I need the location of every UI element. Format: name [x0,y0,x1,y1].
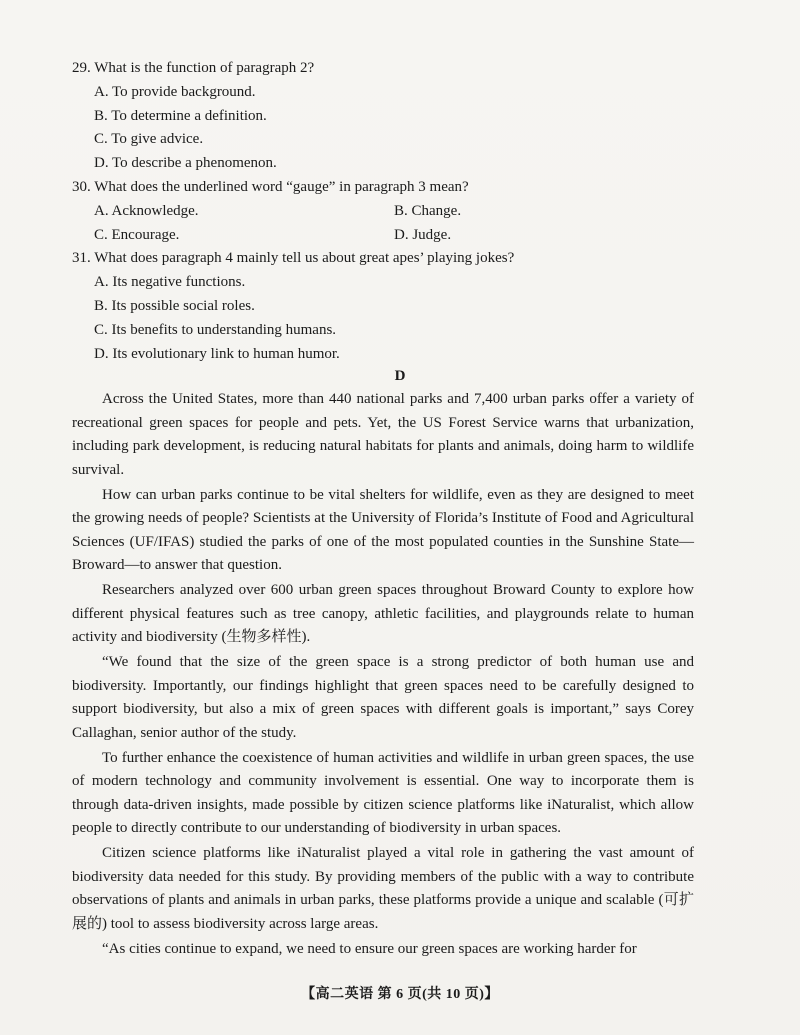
question-29-option-a: A. To provide background. [94,83,256,100]
page-footer: 【高二英语 第 6 页(共 10 页)】 [301,987,499,1002]
question-29-option-d: D. To describe a phenomenon. [94,155,277,172]
question-30-stem [72,176,712,200]
question-30-option-a: A. Acknowledge. [94,202,199,219]
question-block [72,57,712,366]
question-30-option-d: D. Judge. [394,226,452,243]
question-30-options-row-1 [72,200,712,224]
question-31-option-d: D. Its evolutionary link to human humor. [94,345,340,362]
passage-paragraph: Across the United States, more than 440 national parks and 7,400 urban parks offer a variety of recreational green spaces for people and pets. Yet, the US Forest Service warns that urbanization, including park development, is reducing natural habitats for plants and animals, doing harm to wildlife survival. [72,391,694,478]
question-30-stem-after: ” in paragraph 3 mean? [328,178,469,195]
section-title: D [394,368,406,384]
question-30-option-b: B. Change. [394,202,462,219]
passage-paragraph: Citizen science platforms like iNaturalist played a vital role in gathering the vast amount of biodiversity data needed for this study. By providing members of the public with a way to contribute observations of plants and animals in urban parks, these platforms provide a unique and scalable (可扩展的) tool to assess biodiversity across large areas. [72,845,694,932]
question-29-option-b: B. To determine a definition. [94,107,267,124]
question-31-option-a: A. Its negative functions. [94,274,246,291]
question-30-underlined-word: gauge [292,178,329,195]
reading-passage [72,388,694,963]
question-30-stem-before: 30. What does the underlined word “ [72,178,293,195]
passage-paragraph: “As cities continue to expand, we need to ensure our green spaces are working harder for [102,940,637,957]
passage-paragraph: Researchers analyzed over 600 urban green spaces throughout Broward County to explore how different physical features such as tree canopy, athletic facilities, and playgrounds relate to human activity and biodiversity (生物多样性). [72,582,694,645]
question-30-option-c: C. Encourage. [94,226,180,243]
question-29-option-c: C. To give advice. [94,131,204,148]
question-29-stem: 29. What is the function of paragraph 2? [72,60,315,76]
question-31-option-b: B. Its possible social roles. [94,297,255,314]
question-31-option-c: C. Its benefits to understanding humans. [94,321,337,338]
passage-paragraph: To further enhance the coexistence of human activities and wildlife in urban green spaces, the use of modern technology and community involvement is essential. One way to incorporate them is through data-driven insights, made possible by citizen science platforms like iNaturalist, which allow people to directly contribute to our understanding of biodiversity in urban spaces. [72,749,694,836]
passage-paragraph: How can urban parks continue to be vital shelters for wildlife, even as they are designed to meet the growing needs of people? Scientists at the University of Florida’s Institute of Food and Agricultural Sciences (UF/IFAS) studied the parks of one of the most populated counties in the Sunshine State—Broward—to answer that question. [72,486,694,573]
passage-paragraph: “We found that the size of the green space is a strong predictor of both human use and biodiversity. Importantly, our findings highlight that green spaces need to be carefully designed to support biodiversity, but also a mix of green spaces with different goals is important,” says Corey Callaghan, senior author of the study. [72,654,694,741]
question-30-options-row-2 [72,224,712,248]
question-31-stem: 31. What does paragraph 4 mainly tell us about great apes’ playing jokes? [72,250,515,267]
